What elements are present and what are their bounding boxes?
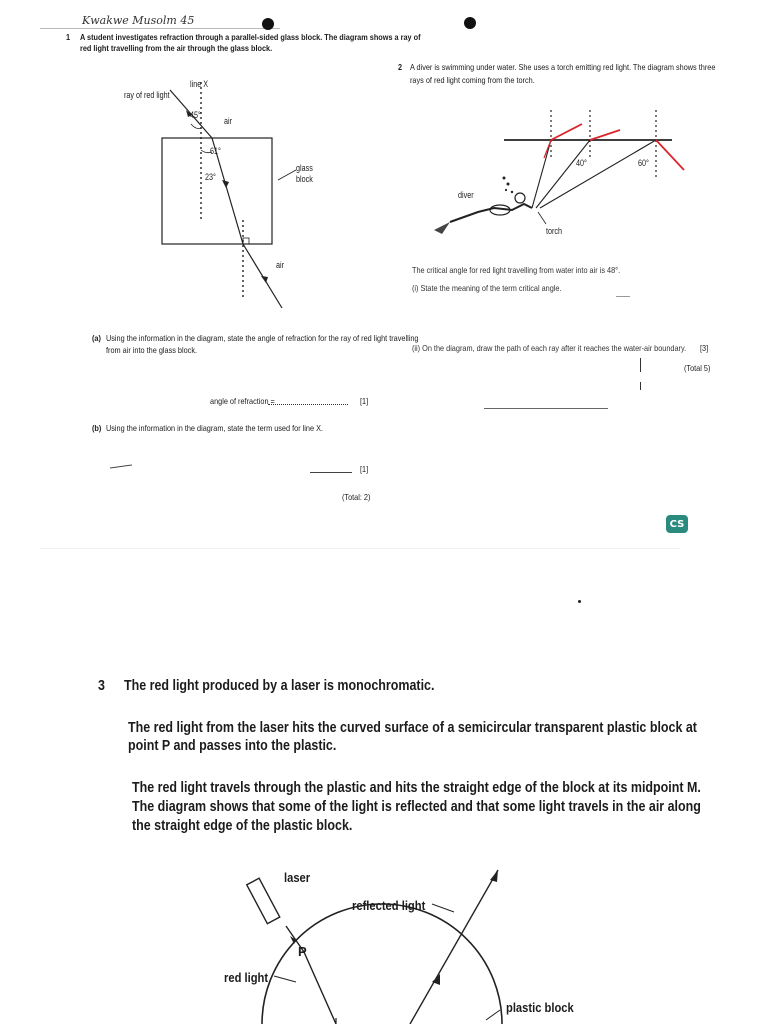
right-angle-mark [243,238,249,244]
red-light-label: red light [224,970,269,985]
q2-part-i: (i) State the meaning of the term critical angle. [412,283,562,293]
reflected-light-label: reflected light [352,898,426,913]
q2-critical-text: The critical angle for red light travelling from water into air is 48°. [412,265,621,275]
angle-arc-top [191,124,201,129]
angle-inner2-label: 23° [205,172,216,182]
q2-number: 2 [398,62,403,72]
q2-intro-line1: A diver is swimming under water. She uses a torch emitting red light. The diagram shows three [410,62,716,72]
refracted-arrow [222,180,229,188]
q1-part-a-text2: from air into the glass block. [106,345,198,355]
scan-artifact [40,548,680,549]
q3-para2-line2: point P and passes into the plastic. [128,738,337,754]
semicircle-outline [262,904,502,1024]
part-b-answer-line[interactable] [310,472,352,473]
angle-answer-mark: [1] [360,396,369,406]
angle-answer-label: angle of refraction = [210,396,275,406]
header-rule [40,28,280,29]
q2-part-ii: (ii) On the diagram, draw the path of each ray after it reaches the water-air boundary. [412,343,687,353]
reflected-ray [410,870,498,1024]
air-top-label: air [224,116,233,126]
punch-hole [464,17,476,29]
angle-answer-line[interactable] [268,404,348,405]
torch-pointer [538,212,546,224]
ray-3 [540,140,656,208]
q1-part-b-text: Using the information in the diagram, state the term used for line X. [106,423,323,433]
q1-refraction-diagram [100,70,340,315]
red-ray-refracted-1 [551,124,582,140]
q2-intro-line2: rays of red light coming from the torch. [410,75,535,85]
glass-pointer [278,170,296,180]
q1-total: (Total: 2) [342,492,371,502]
pen-dash [616,296,630,297]
q1-part-a-label: (a) [92,333,101,343]
q3-line1: The red light produced by a laser is monochromatic. [124,678,435,694]
pen-mark [110,464,132,468]
q1-intro-line2: red light travelling from the air through the glass block. [80,43,273,53]
q2-total: (Total 5) [684,363,711,373]
diver-head [515,193,525,203]
punch-hole [262,18,274,30]
reflected-pointer [432,904,454,912]
glass-label: glass [296,163,313,173]
plastic-block-label: plastic block [506,1000,574,1015]
cs-badge: CS [666,515,688,533]
plastic-pointer [486,1010,500,1020]
ray-2 [536,140,590,208]
q3-para2-line1: The red light from the laser hits the curved surface of a semicircular transparent plastic block at [128,720,697,736]
q2-answer-line[interactable] [484,408,608,409]
q3-para3-line2: The diagram shows that some of the light is reflected and that some light travels in the air along [132,799,701,815]
red-ray-reflected-3 [656,140,684,170]
torch-label: torch [546,226,563,236]
block-label: block [296,174,313,184]
angle-left-label: 40° [576,158,587,168]
red-ray-refracted-2 [590,130,620,140]
laser-label: laser [284,870,311,885]
q1-part-b-label: (b) [92,423,102,433]
q2-diver-diagram [420,100,700,245]
q1-intro-line1: A student investigates refraction through a parallel-sided glass block. The diagram shows a ray of [80,32,421,42]
margin-tick [640,382,641,390]
handwritten-name: Kwakwe Musolm 45 [82,14,195,27]
emergent-arrow [261,276,268,283]
reflected-arrow [490,870,498,882]
scan-dot [578,600,581,603]
angle-right-label: 60° [638,158,649,168]
q3-para3-line3: the straight edge of the plastic block. [132,818,353,834]
red-light-pointer [274,976,296,982]
margin-tick [640,358,641,372]
ray-label: ray of red light [124,90,170,100]
q1-part-a-text1: Using the information in the diagram, state the angle of refraction for the ray of red light travelling [106,333,419,343]
q2-part-ii-mark: [3] [700,343,709,353]
red-mark [544,140,551,158]
q1-number: 1 [66,32,71,42]
laser-body [247,878,280,923]
p-label: P [298,944,307,959]
q3-number: 3 [98,678,105,694]
q1-part-b-mark: [1] [360,464,369,474]
angle-top-label: 45° [190,110,201,120]
air-bottom-label: air [276,260,285,270]
ray-1 [532,140,551,208]
diver-fin [434,222,450,234]
angle-inner1-label: 61° [210,146,221,156]
q3-para3-line1: The red light travels through the plastic and hits the straight edge of the block at its midpoint M. [132,780,701,796]
diver-label: diver [458,190,474,200]
emergent-ray [243,244,285,308]
line-x-label: line X [190,79,209,89]
inner-ray [304,952,336,1024]
